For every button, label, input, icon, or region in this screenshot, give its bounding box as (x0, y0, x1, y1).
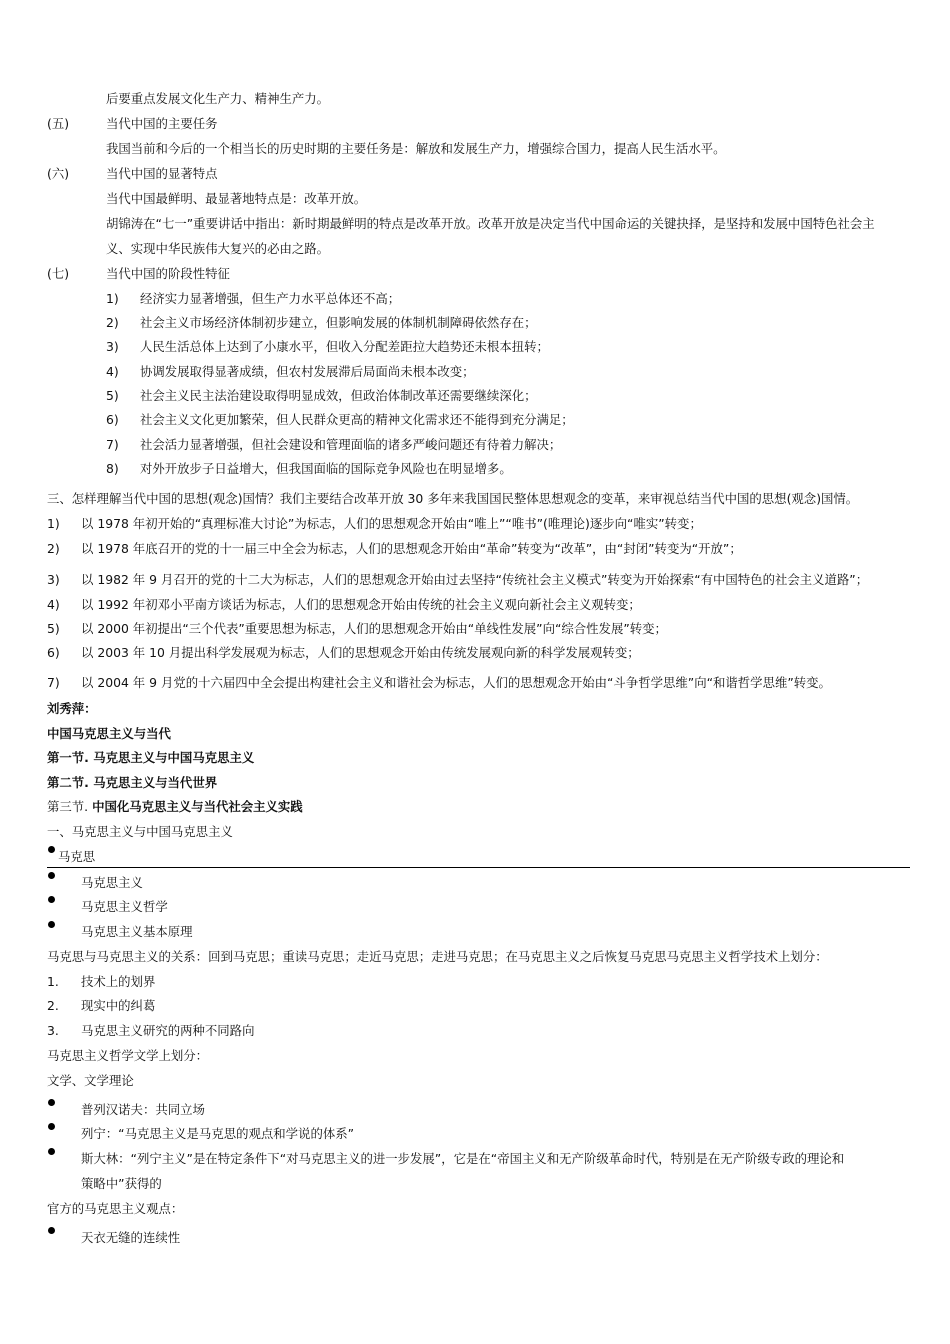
list-item: 以 1992 年初邓小平南方谈话为标志，人们的思想观念开始由传统的社会主义观向新社会主义观转变； (81, 597, 641, 612)
list-number: 6) (47, 645, 60, 660)
paragraph-features: 当代中国最鲜明、最显著地特点是：改革开放。 (106, 191, 367, 206)
literary-line: 文学、文学理论 (47, 1073, 134, 1088)
list-item: 普列汉诺夫：共同立场 (81, 1102, 205, 1117)
official-view-label: 官方的马克思主义观点： (47, 1201, 184, 1216)
heading-number: (六) (47, 166, 70, 181)
list-item: 现实中的纠葛 (81, 998, 156, 1013)
list-item: 以 1982 年 9 月召开的党的十二大为标志，人们的思想观念开始由过去坚持“传统社会主义模式”转变为开始探索“有中国特色的社会主义道路”； (81, 572, 869, 587)
bullet-icon (48, 1227, 55, 1234)
literary-division: 马克思主义哲学文学上划分： (47, 1048, 209, 1063)
list-item: 对外开放步子日益增大，但我国面临的国际竞争风险也在明显增多。 (140, 461, 512, 476)
list-number: 4) (47, 597, 60, 612)
paragraph-hu-speech-line2: 义、实现中华民族伟大复兴的必由之路。 (106, 241, 330, 256)
list-item: 经济实力显著增强，但生产力水平总体还不高； (140, 291, 401, 306)
list-number: 1) (106, 291, 119, 306)
list-item: 社会主义市场经济体制初步建立，但影响发展的体制机制障碍依然存在； (140, 315, 537, 330)
list-item: 以 2000 年初提出“三个代表”重要思想为标志，人们的思想观念开始由“单线性发展”向“综合性发展”转变； (81, 621, 667, 636)
heading-main-task: 当代中国的主要任务 (106, 116, 218, 131)
list-number: 3. (47, 1023, 59, 1038)
list-number: 7) (47, 675, 60, 690)
list-number: 8) (106, 461, 119, 476)
list-number: 6) (106, 412, 119, 427)
list-item: 协调发展取得显著成绩，但农村发展滞后局面尚未根本改变； (140, 364, 475, 379)
section-three-name: 中国化马克思主义与当代社会主义实践 (92, 799, 303, 814)
relation-paragraph: 马克思与马克思主义的关系：回到马克思；重读马克思；走近马克思；走进马克思；在马克思主义之后恢复马克思马克思主义哲学技术上划分： (47, 949, 828, 964)
heading-stage-features: 当代中国的阶段性特征 (106, 266, 230, 281)
list-item: 社会主义文化更加繁荣，但人民群众更高的精神文化需求还不能得到充分满足； (140, 412, 574, 427)
section-one-title: 第一节. 马克思主义与中国马克思主义 (47, 750, 255, 765)
bullet-icon (48, 846, 55, 853)
bullet-icon (48, 896, 55, 903)
list-number: 1. (47, 974, 59, 989)
chapter-title: 中国马克思主义与当代 (47, 726, 171, 741)
list-item: 以 2004 年 9 月党的十六届四中全会提出构建社会主义和谐社会为标志，人们的思想观念开始由“斗争哲学思维”向“和谐哲学思维”转变。 (81, 675, 831, 690)
list-number: 1) (47, 516, 60, 531)
author-label: 刘秀萍： (47, 701, 97, 716)
list-item: 以 1978 年底召开的党的十一届三中全会为标志，人们的思想观念开始由“革命”转变为“改革”，由“封闭”转变为“开放”； (81, 541, 742, 556)
list-item: 人民生活总体上达到了小康水平，但收入分配差距拉大趋势还未根本扭转； (140, 339, 549, 354)
paragraph-hu-speech-line1: 胡锦涛在“七一”重要讲话中指出：新时期最鲜明的特点是改革开放。改革开放是决定当代中国命运的关键抉择，是坚持和发展中国特色社会主 (106, 216, 875, 231)
subsection-one: 一、马克思主义与中国马克思主义 (47, 824, 233, 839)
list-item: 社会活力显著增强，但社会建设和管理面临的诸多严峻问题还有待着力解决； (140, 437, 562, 452)
bullet-icon (48, 1099, 55, 1106)
paragraph-continuation: 后要重点发展文化生产力、精神生产力。 (106, 91, 330, 106)
list-item: 列宁：“马克思主义是马克思的观点和学说的体系” (81, 1126, 355, 1141)
list-item: 马克思主义研究的两种不同路向 (81, 1023, 255, 1038)
list-item: 以 2003 年 10 月提出科学发展观为标志，人们的思想观念开始由传统发展观向新的科学发展观转变； (81, 645, 640, 660)
list-number: 5) (47, 621, 60, 636)
list-item: 以 1978 年初开始的“真理标准大讨论”为标志，人们的思想观念开始由“唯上”“唯书”(唯理论)逐步向“唯实”转变； (81, 516, 702, 531)
section-two-title: 第二节. 马克思主义与当代世界 (47, 775, 218, 790)
list-item: 马克思主义基本原理 (81, 924, 193, 939)
bullet-head-marx: 马克思 (58, 849, 96, 864)
bullet-icon (48, 1148, 55, 1155)
list-number: 2) (47, 541, 60, 556)
list-number: 2) (106, 315, 119, 330)
section-three-title (47, 801, 303, 813)
list-item-stalin-line2: 策略中”获得的 (81, 1176, 162, 1191)
list-number: 2. (47, 998, 59, 1013)
list-item: 马克思主义 (81, 875, 143, 890)
section-three-intro: 三、怎样理解当代中国的思想(观念)国情？我们主要结合改革开放 30 多年来我国国民整体思想观念的变革，来审视总结当代中国的思想(观念)国情。 (47, 491, 859, 506)
list-number: 3) (106, 339, 119, 354)
heading-number: (五) (47, 116, 70, 131)
section-three-prefix: 第三节. (47, 799, 93, 814)
bullet-icon (48, 1123, 55, 1130)
bullet-icon (48, 872, 55, 879)
list-item: 马克思主义哲学 (81, 899, 168, 914)
heading-features: 当代中国的显著特点 (106, 166, 218, 181)
list-item: 技术上的划界 (81, 974, 156, 989)
horizontal-rule (47, 867, 910, 868)
list-item-stalin-line1: 斯大林：“列宁主义”是在特定条件下“对马克思主义的进一步发展”，它是在“帝国主义和无产阶级革命时代，特别是在无产阶级专政的理论和 (81, 1151, 845, 1166)
list-number: 3) (47, 572, 60, 587)
list-item: 天衣无缝的连续性 (81, 1230, 181, 1245)
list-item: 社会主义民主法治建设取得明显成效，但政治体制改革还需要继续深化； (140, 388, 537, 403)
paragraph-main-task: 我国当前和今后的一个相当长的历史时期的主要任务是：解放和发展生产力，增强综合国力，提高人民生活水平。 (106, 141, 726, 156)
heading-number: (七) (47, 266, 70, 281)
list-number: 7) (106, 437, 119, 452)
list-number: 4) (106, 364, 119, 379)
list-number: 5) (106, 388, 119, 403)
bullet-icon (48, 921, 55, 928)
